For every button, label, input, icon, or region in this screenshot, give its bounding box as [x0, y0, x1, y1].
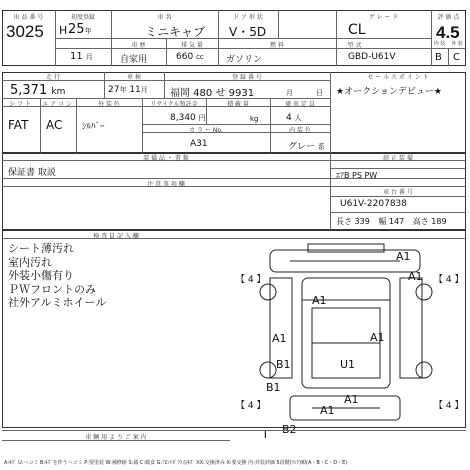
capacity-label: 乗 車 定 員	[285, 101, 315, 108]
exterior-grade: C	[453, 52, 460, 63]
notes-label: 注 意 事 項 欄	[147, 181, 185, 188]
first-reg-label: 初度登録	[70, 14, 95, 21]
damage-mark: A1	[408, 270, 423, 283]
interior-grade: B	[435, 52, 442, 63]
inspector-remarks	[8, 242, 106, 310]
mileage: 5,371 km	[10, 83, 66, 98]
genuine-label: 純 正 装 備	[383, 155, 413, 162]
fuel: ガソリン	[226, 55, 263, 65]
damage-mark: B2	[282, 423, 297, 436]
first-reg-year: 25年	[68, 22, 92, 37]
load-unit: kg	[250, 115, 259, 123]
inspection-label: 車 検	[127, 74, 141, 81]
remark-line: 社外アルミホイール	[8, 296, 107, 309]
remark-line: シート薄汚れ	[8, 242, 74, 255]
tire-depth: 【 4 】	[236, 275, 266, 285]
shift-label: シ フ ト	[9, 101, 31, 108]
damage-mark: A1	[344, 393, 359, 406]
tire-depth: 【 4 】	[434, 401, 464, 411]
ac: AC	[46, 118, 63, 132]
paint-label: 外 装 色	[98, 101, 120, 108]
score: 4.5	[436, 23, 460, 42]
plate-label: 登 録 番 号	[232, 74, 262, 81]
chassis-label: 車 台 番 号	[383, 189, 413, 196]
sales-point: ★オークションデビュー★	[336, 87, 442, 97]
mileage-label: 走 行	[46, 74, 60, 81]
inspection: 27年 11月	[108, 85, 148, 95]
recycle: 8,340 円	[170, 113, 206, 123]
damage-mark: U1	[340, 358, 356, 371]
dealer-label: 車 輌 用 よ り ご 案 内	[85, 434, 147, 441]
docs-label: 装 備 品 ・ 書 類	[143, 155, 189, 162]
interior-color: グレー 系	[288, 142, 325, 152]
load-label: 積 載 量	[227, 101, 249, 108]
shift: FAT	[8, 118, 29, 132]
paint: ｼﾙﾊﾞｰ	[82, 122, 105, 132]
disp-label: 排 気 量	[181, 42, 203, 49]
docs: 保証書 取説	[8, 168, 56, 178]
remark-line: 室内汚れ	[8, 255, 52, 269]
damage-mark: B1	[266, 381, 281, 394]
capacity: 4 人	[286, 113, 302, 123]
color-code-label: カ ラ ー No.	[189, 127, 223, 134]
damage-mark: A1	[272, 332, 287, 345]
remark-line: ＰＷフロントのみ	[8, 282, 96, 296]
legend: A:ｷｽﾞ U:ヘコミ B:ｷｽﾞを伴うヘコミ P:要塗装 W:補修跡 S:錆 C:腐食 G:ﾌﾛﾝﾄｶﾞﾗｽ点ｷｽﾞ XX:交換済み X:要交換 内:外装評価 5段階(ﾗﾝｸ)順(A・B・C・D・E)	[4, 460, 348, 466]
plate-day-word: 日	[316, 89, 323, 97]
score-label: 評 価 点	[437, 14, 460, 21]
chassis: U61V-2207838	[340, 199, 407, 209]
first-reg-era: H	[59, 24, 68, 37]
damage-mark: A1	[320, 404, 335, 417]
displacement: 660 cc	[176, 52, 204, 62]
car-name: ミニキャブ	[145, 25, 206, 39]
plate: 福岡 480 せ 9931	[170, 88, 255, 99]
model: GBD-U61V	[348, 52, 396, 62]
door-label: ド ア 形 状	[233, 14, 263, 21]
recycle-label: リサイクル預託金	[150, 101, 198, 108]
lot-no-label: 出 品 番 号	[13, 14, 44, 21]
use-label: 車 歴	[131, 42, 146, 49]
remark-line: 外装小傷有り	[8, 269, 74, 282]
damage-diagram	[230, 238, 466, 441]
damage-mark: A1	[396, 250, 411, 263]
door: V・5D	[229, 25, 267, 39]
model-label: 型 式	[347, 42, 362, 49]
dimensions: 長さ 339 幅 147 高さ 189	[336, 217, 447, 226]
first-reg-month: 11 月	[70, 51, 93, 62]
damage-mark: B1	[276, 358, 291, 371]
fuel-label: 燃 料	[270, 42, 284, 49]
exterior-label: 外 装	[451, 41, 463, 47]
plate-month-word: 月	[286, 89, 293, 97]
use: 自家用	[120, 55, 148, 65]
damage-mark: T	[262, 428, 269, 441]
genuine: ｴｱB PS PW	[336, 171, 378, 180]
interior-color-label: 内 装 色	[289, 127, 311, 134]
damage-mark: A1	[370, 331, 385, 344]
car-name-label: 車 名	[157, 14, 172, 21]
color-code: A31	[190, 139, 208, 149]
tire-depth: 【 4 】	[236, 401, 266, 411]
lot-no: 3025	[6, 22, 44, 41]
grade-label: グ レ ー ド	[368, 14, 399, 21]
damage-mark: A1	[312, 294, 327, 307]
interior-label: 内 装	[433, 41, 446, 47]
ac-label: エ ア コ ン	[42, 101, 72, 108]
sales-point-label: セ ー ル ス ポ イ ン ト	[367, 74, 429, 81]
grade: CL	[348, 22, 366, 38]
inspector-label: 検 査 員 記 入 欄	[93, 233, 139, 240]
tire-depth: 【 4 】	[434, 275, 464, 285]
